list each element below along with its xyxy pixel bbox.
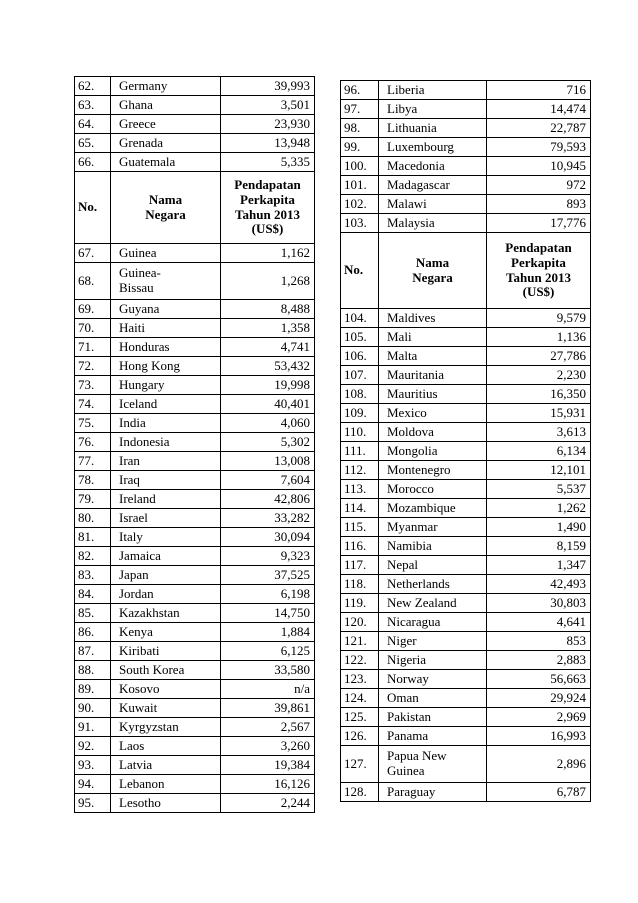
income-value: 12,101 [487, 461, 591, 480]
income-value: 23,930 [221, 115, 315, 134]
income-value: 39,861 [221, 699, 315, 718]
income-value: 3,501 [221, 96, 315, 115]
table-row [341, 385, 591, 404]
row-number: 123. [341, 670, 379, 689]
table-row [341, 670, 591, 689]
table-row [341, 309, 591, 328]
table-row [341, 518, 591, 537]
country-name: Lithuania [379, 119, 487, 138]
income-value: 14,474 [487, 100, 591, 119]
income-value: 4,741 [221, 338, 315, 357]
table-row [75, 528, 315, 547]
table-row [75, 452, 315, 471]
income-value: 53,432 [221, 357, 315, 376]
income-value: 893 [487, 195, 591, 214]
row-number: 80. [75, 509, 111, 528]
income-value: 972 [487, 176, 591, 195]
row-number: 82. [75, 547, 111, 566]
income-value: 40,401 [221, 395, 315, 414]
row-number: 106. [341, 347, 379, 366]
country-name: Iceland [111, 395, 221, 414]
income-value: 14,750 [221, 604, 315, 623]
row-number: 85. [75, 604, 111, 623]
header-income: Pendapatan Perkapita Tahun 2013 (US$) [487, 233, 591, 309]
row-number: 65. [75, 134, 111, 153]
row-number: 93. [75, 756, 111, 775]
table-row [75, 376, 315, 395]
income-value: 42,493 [487, 575, 591, 594]
table-row [75, 547, 315, 566]
row-number: 76. [75, 433, 111, 452]
table-row [75, 300, 315, 319]
country-name: Indonesia [111, 433, 221, 452]
country-name: Kosovo [111, 680, 221, 699]
income-value: 2,896 [487, 746, 591, 783]
income-value: 30,094 [221, 528, 315, 547]
country-name: Lesotho [111, 794, 221, 813]
table-row [341, 575, 591, 594]
row-number: 72. [75, 357, 111, 376]
country-name: Israel [111, 509, 221, 528]
table-row [75, 96, 315, 115]
income-value: 16,993 [487, 727, 591, 746]
income-value: 853 [487, 632, 591, 651]
table-row [75, 585, 315, 604]
table-row [341, 480, 591, 499]
country-name: Hong Kong [111, 357, 221, 376]
country-name: Namibia [379, 537, 487, 556]
table-row [75, 153, 315, 172]
income-value: 27,786 [487, 347, 591, 366]
country-name: Luxembourg [379, 138, 487, 157]
country-name: Jamaica [111, 547, 221, 566]
income-value: 6,198 [221, 585, 315, 604]
row-number: 69. [75, 300, 111, 319]
row-number: 122. [341, 651, 379, 670]
table-row [341, 195, 591, 214]
country-name: Lebanon [111, 775, 221, 794]
row-number: 87. [75, 642, 111, 661]
country-name: Guyana [111, 300, 221, 319]
row-number: 62. [75, 77, 111, 96]
country-name: Mongolia [379, 442, 487, 461]
country-name: Mexico [379, 404, 487, 423]
row-number: 75. [75, 414, 111, 433]
table-row [75, 566, 315, 585]
row-number: 120. [341, 613, 379, 632]
rows-group-b [75, 244, 315, 813]
country-name: Ireland [111, 490, 221, 509]
country-name: Moldova [379, 423, 487, 442]
table-row [341, 537, 591, 556]
country-name: Macedonia [379, 157, 487, 176]
country-name: Italy [111, 528, 221, 547]
country-name: New Zealand [379, 594, 487, 613]
row-number: 91. [75, 718, 111, 737]
row-number: 100. [341, 157, 379, 176]
row-number: 90. [75, 699, 111, 718]
country-name: Nigeria [379, 651, 487, 670]
row-number: 88. [75, 661, 111, 680]
table-row [75, 604, 315, 623]
country-name: Norway [379, 670, 487, 689]
row-number: 103. [341, 214, 379, 233]
row-number: 70. [75, 319, 111, 338]
table-header-row [341, 233, 591, 309]
row-number: 111. [341, 442, 379, 461]
table-row [341, 594, 591, 613]
country-name: India [111, 414, 221, 433]
income-value: 79,593 [487, 138, 591, 157]
row-number: 124. [341, 689, 379, 708]
table-row [341, 404, 591, 423]
country-name: Grenada [111, 134, 221, 153]
income-value: 2,244 [221, 794, 315, 813]
table-row [75, 471, 315, 490]
income-table-right [340, 80, 591, 802]
table-row [75, 77, 315, 96]
table-row [341, 423, 591, 442]
income-value: 4,060 [221, 414, 315, 433]
country-name: Hungary [111, 376, 221, 395]
table-row [75, 134, 315, 153]
country-name: Haiti [111, 319, 221, 338]
rows-group-a [75, 77, 315, 172]
row-number: 81. [75, 528, 111, 547]
income-value: 6,787 [487, 783, 591, 802]
header-no: No. [341, 233, 379, 309]
table-row [341, 347, 591, 366]
table-row [75, 115, 315, 134]
row-number: 97. [341, 100, 379, 119]
row-number: 94. [75, 775, 111, 794]
table-row [341, 651, 591, 670]
income-value: 4,641 [487, 613, 591, 632]
table-row [75, 737, 315, 756]
row-number: 110. [341, 423, 379, 442]
income-value: 2,883 [487, 651, 591, 670]
country-name: Iraq [111, 471, 221, 490]
table-row [341, 746, 591, 783]
row-number: 98. [341, 119, 379, 138]
income-value: 33,580 [221, 661, 315, 680]
country-name: Mali [379, 328, 487, 347]
country-name: Nicaragua [379, 613, 487, 632]
table-row [341, 176, 591, 195]
row-number: 116. [341, 537, 379, 556]
income-value: 3,260 [221, 737, 315, 756]
income-value: 1,162 [221, 244, 315, 263]
rows-group-b [341, 309, 591, 802]
income-value: 22,787 [487, 119, 591, 138]
income-value: 29,924 [487, 689, 591, 708]
income-value: 5,537 [487, 480, 591, 499]
income-value: 5,302 [221, 433, 315, 452]
table-row [341, 442, 591, 461]
table-row [341, 157, 591, 176]
country-name: Honduras [111, 338, 221, 357]
income-value: 1,268 [221, 263, 315, 300]
table-row [341, 366, 591, 385]
table-row [75, 490, 315, 509]
row-number: 109. [341, 404, 379, 423]
row-number: 74. [75, 395, 111, 414]
income-value: 1,347 [487, 556, 591, 575]
country-name: Mauritius [379, 385, 487, 404]
header-country-name: Nama Negara [111, 172, 221, 244]
row-number: 86. [75, 623, 111, 642]
income-value: 6,125 [221, 642, 315, 661]
table-row [75, 642, 315, 661]
table-row [341, 81, 591, 100]
table-row [341, 119, 591, 138]
country-name: Germany [111, 77, 221, 96]
table-row [75, 338, 315, 357]
row-number: 66. [75, 153, 111, 172]
income-value: 3,613 [487, 423, 591, 442]
country-name: Kazakhstan [111, 604, 221, 623]
table-row [341, 613, 591, 632]
country-name: Papua New Guinea [379, 746, 487, 783]
income-value: n/a [221, 680, 315, 699]
table-row [341, 100, 591, 119]
table-row [341, 328, 591, 347]
table-row [341, 783, 591, 802]
table-row [75, 680, 315, 699]
income-value: 19,384 [221, 756, 315, 775]
row-number: 99. [341, 138, 379, 157]
income-value: 1,884 [221, 623, 315, 642]
table-row [75, 775, 315, 794]
row-number: 126. [341, 727, 379, 746]
income-value: 8,488 [221, 300, 315, 319]
table-row [75, 263, 315, 300]
country-name: Malaysia [379, 214, 487, 233]
country-name: Nepal [379, 556, 487, 575]
country-name: Madagascar [379, 176, 487, 195]
income-value: 42,806 [221, 490, 315, 509]
country-name: Guinea [111, 244, 221, 263]
country-name: Libya [379, 100, 487, 119]
row-number: 105. [341, 328, 379, 347]
table-row [341, 138, 591, 157]
table-row [75, 319, 315, 338]
table-row [341, 461, 591, 480]
income-value: 15,931 [487, 404, 591, 423]
row-number: 92. [75, 737, 111, 756]
table-row [341, 689, 591, 708]
income-value: 10,945 [487, 157, 591, 176]
country-name: Laos [111, 737, 221, 756]
header-group [341, 233, 591, 309]
income-value: 9,323 [221, 547, 315, 566]
table-row [75, 357, 315, 376]
income-value: 6,134 [487, 442, 591, 461]
table-row [341, 214, 591, 233]
table-row [75, 414, 315, 433]
row-number: 112. [341, 461, 379, 480]
income-value: 37,525 [221, 566, 315, 585]
row-number: 115. [341, 518, 379, 537]
table-row [75, 718, 315, 737]
country-name: Japan [111, 566, 221, 585]
row-number: 127. [341, 746, 379, 783]
income-value: 19,998 [221, 376, 315, 395]
income-value: 1,358 [221, 319, 315, 338]
row-number: 104. [341, 309, 379, 328]
row-number: 95. [75, 794, 111, 813]
row-number: 121. [341, 632, 379, 651]
country-name: Mozambique [379, 499, 487, 518]
row-number: 84. [75, 585, 111, 604]
country-name: Guinea- Bissau [111, 263, 221, 300]
table-row [75, 623, 315, 642]
table-row [75, 794, 315, 813]
country-name: Guatemala [111, 153, 221, 172]
income-value: 1,490 [487, 518, 591, 537]
country-name: Netherlands [379, 575, 487, 594]
income-value: 9,579 [487, 309, 591, 328]
row-number: 102. [341, 195, 379, 214]
income-value: 2,230 [487, 366, 591, 385]
income-value: 716 [487, 81, 591, 100]
table-row [75, 433, 315, 452]
row-number: 107. [341, 366, 379, 385]
row-number: 64. [75, 115, 111, 134]
country-name: Greece [111, 115, 221, 134]
country-name: Kyrgyzstan [111, 718, 221, 737]
row-number: 125. [341, 708, 379, 727]
country-name: Myanmar [379, 518, 487, 537]
country-name: Panama [379, 727, 487, 746]
row-number: 83. [75, 566, 111, 585]
row-number: 96. [341, 81, 379, 100]
row-number: 67. [75, 244, 111, 263]
income-value: 17,776 [487, 214, 591, 233]
income-value: 16,126 [221, 775, 315, 794]
country-name: Paraguay [379, 783, 487, 802]
income-table-left [74, 76, 315, 813]
row-number: 118. [341, 575, 379, 594]
income-value: 13,948 [221, 134, 315, 153]
country-name: Pakistan [379, 708, 487, 727]
income-value: 56,663 [487, 670, 591, 689]
country-name: Latvia [111, 756, 221, 775]
table-header-row [75, 172, 315, 244]
income-value: 7,604 [221, 471, 315, 490]
header-group [75, 172, 315, 244]
income-value: 2,567 [221, 718, 315, 737]
country-name: Mauritania [379, 366, 487, 385]
table-row [75, 756, 315, 775]
row-number: 119. [341, 594, 379, 613]
header-country-name: Nama Negara [379, 233, 487, 309]
row-number: 128. [341, 783, 379, 802]
row-number: 77. [75, 452, 111, 471]
row-number: 63. [75, 96, 111, 115]
country-name: Oman [379, 689, 487, 708]
row-number: 117. [341, 556, 379, 575]
income-value: 16,350 [487, 385, 591, 404]
country-name: Malta [379, 347, 487, 366]
table-row [75, 661, 315, 680]
header-no: No. [75, 172, 111, 244]
income-value: 5,335 [221, 153, 315, 172]
row-number: 68. [75, 263, 111, 300]
country-name: Kiribati [111, 642, 221, 661]
country-name: Niger [379, 632, 487, 651]
table-row [341, 499, 591, 518]
row-number: 78. [75, 471, 111, 490]
row-number: 113. [341, 480, 379, 499]
country-name: Kuwait [111, 699, 221, 718]
country-name: South Korea [111, 661, 221, 680]
table-row [341, 556, 591, 575]
country-name: Jordan [111, 585, 221, 604]
row-number: 71. [75, 338, 111, 357]
table-row [341, 632, 591, 651]
income-value: 33,282 [221, 509, 315, 528]
row-number: 108. [341, 385, 379, 404]
row-number: 89. [75, 680, 111, 699]
country-name: Iran [111, 452, 221, 471]
income-value: 39,993 [221, 77, 315, 96]
table-row [75, 699, 315, 718]
row-number: 101. [341, 176, 379, 195]
header-income: Pendapatan Perkapita Tahun 2013 (US$) [221, 172, 315, 244]
rows-group-a [341, 81, 591, 233]
country-name: Ghana [111, 96, 221, 115]
table-row [75, 509, 315, 528]
row-number: 73. [75, 376, 111, 395]
income-value: 30,803 [487, 594, 591, 613]
table-row [341, 708, 591, 727]
country-name: Kenya [111, 623, 221, 642]
country-name: Malawi [379, 195, 487, 214]
country-name: Montenegro [379, 461, 487, 480]
country-name: Morocco [379, 480, 487, 499]
income-value: 1,136 [487, 328, 591, 347]
country-name: Maldives [379, 309, 487, 328]
table-row [341, 727, 591, 746]
table-row [75, 395, 315, 414]
row-number: 79. [75, 490, 111, 509]
income-value: 13,008 [221, 452, 315, 471]
income-value: 2,969 [487, 708, 591, 727]
table-row [75, 244, 315, 263]
income-value: 8,159 [487, 537, 591, 556]
income-value: 1,262 [487, 499, 591, 518]
country-name: Liberia [379, 81, 487, 100]
row-number: 114. [341, 499, 379, 518]
